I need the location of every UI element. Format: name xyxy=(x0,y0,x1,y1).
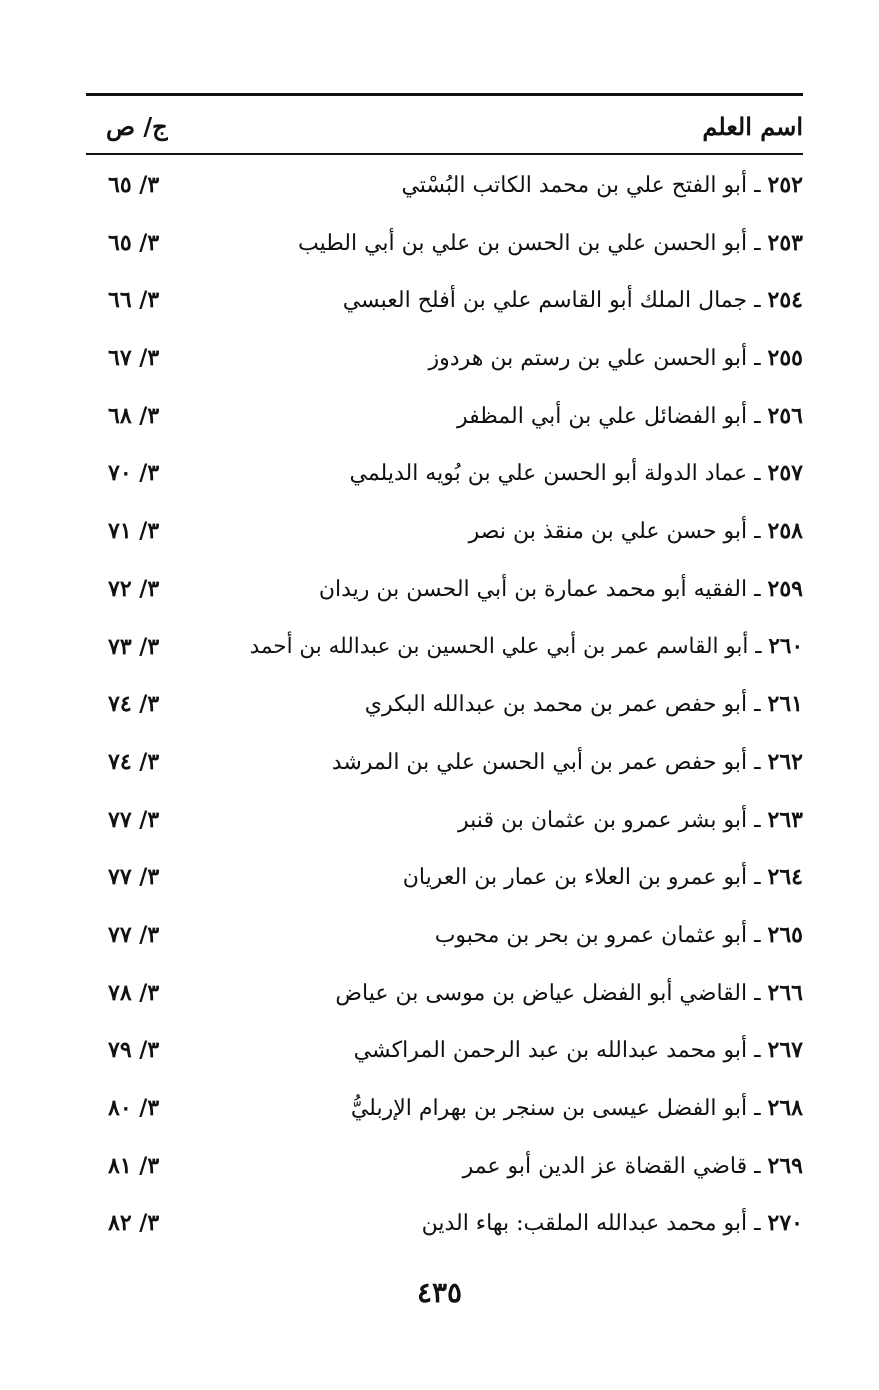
entry-number: ٢٦٧ xyxy=(767,1037,803,1064)
entry-name xyxy=(332,749,803,775)
entry-name-text: أبو عمرو بن العلاء بن عمار بن العريان xyxy=(402,865,748,891)
entry-name xyxy=(351,1095,803,1121)
list-item xyxy=(86,446,803,504)
entry-number: ٢٦٥ xyxy=(767,921,803,948)
entry-number: ٢٦٩ xyxy=(767,1152,803,1179)
entry-volume-page: ٣/ ٧٨ xyxy=(108,979,160,1006)
entry-number: ٢٥٧ xyxy=(767,460,803,487)
entry-volume-page: ٣/ ٧٧ xyxy=(108,806,160,833)
list-item xyxy=(86,273,803,331)
entry-name xyxy=(469,518,803,544)
entry-name-text: أبو محمد عبدالله بن عبد الرحمن المراكشي xyxy=(353,1038,748,1064)
entry-separator: ـ xyxy=(747,807,768,833)
entry-name-text: أبو عثمان عمرو بن بحر بن محبوب xyxy=(434,922,748,948)
entry-separator: ـ xyxy=(747,865,768,891)
entry-number: ٢٥٥ xyxy=(767,345,803,372)
list-item xyxy=(86,1081,803,1139)
entry-volume-page: ٣/ ٦٦ xyxy=(108,287,160,314)
entry-volume-page: ٣/ ٨٢ xyxy=(108,1210,160,1237)
entry-volume-page: ٣/ ٦٥ xyxy=(108,172,160,198)
list-item xyxy=(86,331,803,389)
list-item xyxy=(86,504,803,562)
entry-name xyxy=(354,1037,803,1063)
entry-number: ٢٥٨ xyxy=(767,518,803,545)
list-item xyxy=(86,1139,803,1197)
entry-number: ٢٦٣ xyxy=(767,806,803,833)
entry-name-text: أبو بشر عمرو بن عثمان بن قنبر xyxy=(458,807,748,833)
entry-name-text: جمال الملك أبو القاسم علي بن أفلح العبسي xyxy=(342,288,748,314)
entry-name xyxy=(458,807,803,833)
entry-number: ٢٦٠ xyxy=(768,633,803,659)
entry-volume-page: ٣/ ٧٤ xyxy=(108,748,160,775)
entry-separator: ـ xyxy=(747,403,768,429)
entry-separator: ـ xyxy=(747,288,768,314)
entry-name-text: قاضي القضاة عز الدين أبو عمر xyxy=(462,1153,748,1179)
page-number: ٤٣٥ xyxy=(416,1276,463,1309)
entry-number: ٢٥٢ xyxy=(767,172,803,198)
entry-separator: ـ xyxy=(747,230,768,256)
entry-separator: ـ xyxy=(747,519,768,545)
entry-volume-page: ٣/ ٧٢ xyxy=(108,575,160,602)
entry-volume-page: ٣/ ٨١ xyxy=(108,1152,160,1179)
entry-name-text: أبو الفتح علي بن محمد الكاتب البُسْتي xyxy=(401,173,748,198)
entry-name xyxy=(401,172,803,198)
entry-number: ٢٦١ xyxy=(767,691,803,718)
entry-number: ٢٦٦ xyxy=(767,979,803,1006)
entry-name-text: أبو محمد عبدالله الملقب: بهاء الدين xyxy=(421,1211,748,1237)
entry-name xyxy=(343,287,803,313)
entry-number: ٢٥٦ xyxy=(767,402,803,429)
entry-separator: ـ xyxy=(747,1153,768,1179)
entry-volume-page: ٣/ ٧٠ xyxy=(108,460,160,487)
entry-number: ٢٥٤ xyxy=(767,287,803,314)
entry-separator: ـ xyxy=(747,1038,768,1064)
entry-name-text: الفقيه أبو محمد عمارة بن أبي الحسن بن ريدان xyxy=(318,576,748,602)
entry-separator: ـ xyxy=(747,576,768,602)
header-rule xyxy=(86,153,803,155)
entry-separator: ـ xyxy=(747,692,768,718)
entry-volume-page: ٣/ ٧٧ xyxy=(108,864,160,891)
entry-volume-page: ٣/ ٧٤ xyxy=(108,691,160,718)
list-item xyxy=(86,908,803,966)
entry-volume-page: ٣/ ٧٣ xyxy=(108,633,160,660)
entry-separator: ـ xyxy=(747,346,768,372)
entry-volume-page: ٣/ ٧١ xyxy=(108,518,160,545)
entry-separator: ـ xyxy=(747,173,768,198)
entry-name-text: أبو الفضل عيسى بن سنجر بن بهرام الإربليُّ xyxy=(350,1096,748,1121)
list-item xyxy=(86,793,803,851)
entry-name-text: أبو حفص عمر بن أبي الحسن علي بن المرشد xyxy=(331,749,748,775)
entry-name xyxy=(349,460,803,486)
entry-volume-page: ٣/ ٧٧ xyxy=(108,921,160,948)
entry-name xyxy=(429,345,803,371)
entry-number: ٢٦٨ xyxy=(767,1095,803,1121)
entry-name xyxy=(457,403,803,429)
list-item xyxy=(86,1023,803,1081)
entry-name-text: أبو حفص عمر بن محمد بن عبدالله البكري xyxy=(364,692,748,718)
entry-separator: ـ xyxy=(747,980,768,1006)
list-item xyxy=(86,620,803,678)
list-item xyxy=(86,389,803,447)
entry-name xyxy=(319,576,803,602)
entry-name xyxy=(435,922,803,948)
entry-name-text: أبو حسن علي بن منقذ بن نصر xyxy=(468,519,748,545)
entry-volume-page: ٣/ ٦٥ xyxy=(108,229,160,256)
entry-name xyxy=(250,634,803,659)
top-rule xyxy=(86,93,803,96)
entry-name-text: عماد الدولة أبو الحسن علي بن بُويه الديلمي xyxy=(349,461,748,487)
list-item xyxy=(86,158,803,216)
table-header xyxy=(86,100,803,150)
entries-list xyxy=(86,158,803,1254)
list-item xyxy=(86,677,803,735)
entry-name-text: أبو الحسن علي بن رستم بن هردوز xyxy=(428,346,748,372)
list-item xyxy=(86,216,803,274)
entry-name xyxy=(298,230,803,256)
entry-name xyxy=(335,980,803,1006)
entry-name-text: أبو الفضائل علي بن أبي المظفر xyxy=(456,403,748,429)
list-item xyxy=(86,1196,803,1254)
entry-number: ٢٦٢ xyxy=(767,748,803,775)
list-item xyxy=(86,966,803,1024)
entry-number: ٢٦٤ xyxy=(767,864,803,891)
list-item xyxy=(86,850,803,908)
entry-name xyxy=(365,691,803,717)
entry-name xyxy=(422,1210,803,1236)
entry-name xyxy=(403,864,803,890)
entry-volume-page: ٣/ ٦٨ xyxy=(108,402,160,429)
entry-number: ٢٥٣ xyxy=(767,229,803,256)
entry-separator: ـ xyxy=(747,749,768,775)
entry-number: ٢٥٩ xyxy=(767,575,803,602)
entry-name xyxy=(463,1153,803,1179)
entry-name-text: أبو الحسن علي بن الحسن بن علي بن أبي الطيب xyxy=(298,230,748,256)
entry-separator: ـ xyxy=(747,1096,768,1121)
entry-separator: ـ xyxy=(747,922,768,948)
entry-separator: ـ xyxy=(748,633,769,659)
entry-volume-page: ٣/ ٦٧ xyxy=(108,345,160,372)
list-item xyxy=(86,562,803,620)
entry-separator: ـ xyxy=(747,461,768,487)
volume-page-column-header: ج/ ص xyxy=(106,112,168,141)
list-item xyxy=(86,735,803,793)
entry-separator: ـ xyxy=(747,1211,768,1237)
entry-name-text: أبو القاسم عمر بن أبي علي الحسين بن عبدالله بن أحمد xyxy=(249,633,749,659)
name-column-header: اسم العلم xyxy=(702,112,803,141)
entry-number: ٢٧٠ xyxy=(767,1210,803,1237)
entry-name-text: القاضي أبو الفضل عياض بن موسى بن عياض xyxy=(335,980,748,1006)
entry-volume-page: ٣/ ٨٠ xyxy=(108,1095,160,1121)
entry-volume-page: ٣/ ٧٩ xyxy=(108,1037,160,1064)
